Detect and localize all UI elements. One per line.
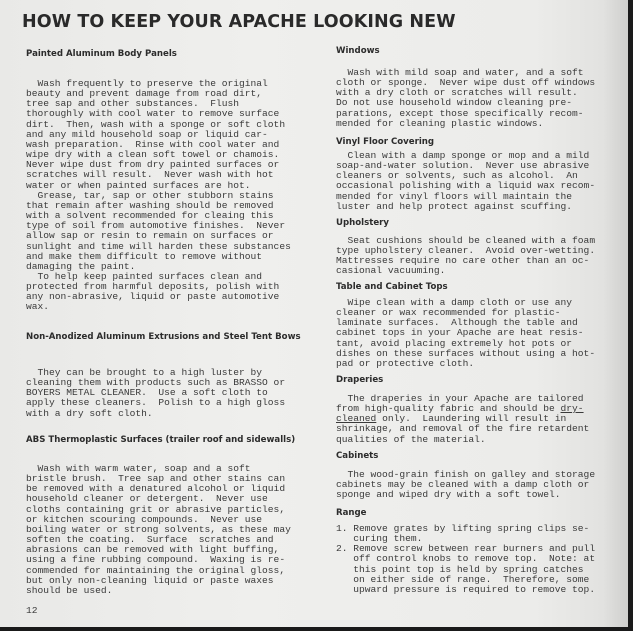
text-line: mended for cleaning plastic windows. xyxy=(336,117,544,129)
text-line: and make them difficult to remove without xyxy=(26,250,263,262)
heading-draperies: Draperies xyxy=(336,375,384,385)
text-line: boiling water or strong solvents, as these may xyxy=(26,523,291,535)
text-line: pad or protective cloth. xyxy=(336,357,475,369)
draperies-line: shrinkage, and removal of the fire retardent xyxy=(336,423,590,435)
heading-table-tops: Table and Cabinet Tops xyxy=(336,282,448,292)
text-line: damaging the paint. xyxy=(26,260,136,272)
text-line: wash preparation. Rinse with cool water and xyxy=(26,138,280,150)
text-line: allow sap or resin to remain on surfaces or xyxy=(26,230,274,242)
text-line: They can be brought to a high luster by xyxy=(26,367,263,378)
text-line: type of soil from automotive finishes. Never xyxy=(26,220,286,232)
text-line: Wash with warm water, soap and a soft xyxy=(26,463,251,474)
text-line: household cleaner or detergent. Never use xyxy=(26,493,268,505)
text-line: type upholstery cleaner. Avoid over-wetting. xyxy=(336,245,596,257)
text-line: upward pressure is required to remove top. xyxy=(336,583,596,595)
text-line: tree sap and other substances. Flush xyxy=(26,98,240,110)
draperies-line: from high-quality fabric and should be xyxy=(336,403,561,415)
text-line: and any mild household soap or liquid car- xyxy=(26,128,268,140)
text-line: cloth or sponge. Never wipe dust off windows xyxy=(336,77,596,89)
text-line: with a dry cloth or scratches will result. xyxy=(336,87,578,99)
text-line: should be used. xyxy=(26,584,113,596)
heading-upholstery: Upholstery xyxy=(336,218,389,228)
text-line: wipe dry with a clean soft towel or chamois. xyxy=(26,149,280,161)
text-line: Grease, tar, sap or other stubborn stains xyxy=(26,189,274,201)
paragraph-upholstery xyxy=(336,236,595,277)
text-line: be removed with a denatured alcohol or liquid xyxy=(26,483,286,495)
text-line: cabinet tops in your Apache are heat resis- xyxy=(336,327,584,339)
heading-vinyl-floor: Vinyl Floor Covering xyxy=(336,137,435,147)
text-line: but only non-cleaning liquid or paste waxes xyxy=(26,574,274,586)
text-line: using a fine rubbing compound. Waxing is re- xyxy=(26,554,286,566)
text-line: The wood-grain finish on galley and storage xyxy=(336,469,596,480)
text-line: mended for vinyl floors will maintain the xyxy=(336,190,573,202)
text-line: dishes on these surfaces without using a hot- xyxy=(336,347,596,359)
text-line: commended for maintaining the original gloss, xyxy=(26,564,286,576)
text-line: Never wipe dust from dry painted surfaces or xyxy=(26,159,280,171)
text-line: that remain after washing should be removed xyxy=(26,199,274,211)
draperies-line: only. Laundering will result in xyxy=(376,413,567,425)
text-line: Do not use household window cleaning pre- xyxy=(336,97,573,109)
text-line: Wipe clean with a damp cloth or use any xyxy=(336,297,573,308)
text-line: water or when painted surfaces are hot. xyxy=(26,179,251,191)
text-line: Seat cushions should be cleaned with a foam xyxy=(336,235,596,246)
text-line: apply these cleaners. Polish to a high gloss xyxy=(26,397,286,409)
text-line: Clean with a damp sponge or mop and a mild xyxy=(336,150,590,161)
heading-cabinets: Cabinets xyxy=(336,451,379,461)
text-line: BOYERS METAL CLEANER. Use a soft cloth to xyxy=(26,387,268,399)
paragraph-cabinets xyxy=(336,470,595,500)
text-line: luster and help protect against scuffing. xyxy=(336,200,573,212)
text-line: curing them. xyxy=(336,533,423,545)
text-line: laminate surfaces. Although the table and xyxy=(336,317,578,329)
text-line: with a dry soft cloth. xyxy=(26,407,153,419)
text-line: bristle brush. Tree sap and other stains can xyxy=(26,473,286,485)
text-line: sunlight and time will harden these substances xyxy=(26,240,291,252)
heading-extrusions: Non-Anodized Aluminum Extrusions and Steel Tent Bows xyxy=(26,332,301,342)
text-line: sponge and wiped dry with a soft towel. xyxy=(336,489,561,501)
paragraph-abs-surfaces xyxy=(26,464,291,596)
text-line: Wash with mild soap and water, and a soft xyxy=(336,67,584,78)
text-line: beauty and prevent damage from road dirt, xyxy=(26,88,263,100)
text-line: soften the coating. Surface scratches and xyxy=(26,534,274,546)
text-line: or kitchen scouring compounds. Never use xyxy=(26,513,263,525)
paragraph-extrusions xyxy=(26,368,285,419)
text-line: parations, except those specifically recom- xyxy=(336,107,584,119)
text-line: this point top is held by spring catches xyxy=(336,563,584,575)
text-line: off control knobs to remove top. Note: at xyxy=(336,553,596,565)
text-line: cloths containing grit or abrasive particles, xyxy=(26,503,286,515)
text-line: tant, avoid placing extremely hot pots or xyxy=(336,337,573,349)
text-line: dirt. Then, wash with a sponge or soft cloth xyxy=(26,118,286,130)
text-line: Wash frequently to preserve the original xyxy=(26,78,268,89)
text-line: any non-abrasive, liquid or paste automotive xyxy=(26,291,280,303)
text-line: thoroughly with cool water to remove surface xyxy=(26,108,280,120)
heading-windows: Windows xyxy=(336,46,380,56)
list-range-steps xyxy=(336,524,595,595)
page-number: 12 xyxy=(26,605,38,616)
draperies-line: qualities of the material. xyxy=(336,433,486,445)
text-line: cleaners or solvents, such as alcohol. An xyxy=(336,170,578,182)
text-line: with a solvent recommended for cleaing this xyxy=(26,210,274,222)
paragraph-painted-panels xyxy=(26,79,291,313)
paragraph-vinyl-floor xyxy=(336,151,595,212)
paragraph-draperies xyxy=(336,394,589,445)
text-line: Mattresses require no care other than an oc- xyxy=(336,255,590,267)
underlined-cleaned: cleaned xyxy=(336,413,377,425)
heading-range: Range xyxy=(336,508,367,518)
text-line: protected from harmful deposits, polish with xyxy=(26,281,280,293)
text-line: cabinets may be cleaned with a damp cloth or xyxy=(336,479,590,491)
text-line: soap-and-water solution. Never use abrasive xyxy=(336,160,590,172)
text-line: scratches will result. Never wash with hot xyxy=(26,169,274,181)
heading-painted-panels: Painted Aluminum Body Panels xyxy=(26,49,177,59)
text-line: 1. Remove grates by lifting spring clips se- xyxy=(336,523,590,534)
text-line: To help keep painted surfaces clean and xyxy=(26,270,263,282)
text-line: on either side of range. Therefore, some xyxy=(336,573,590,585)
text-line: cleaning them with products such as BRASSO or xyxy=(26,377,286,389)
text-line: 2. Remove screw between rear burners and pull xyxy=(336,543,596,555)
text-line: wax. xyxy=(26,301,50,313)
text-line: cleaner or wax recommended for plastic- xyxy=(336,307,561,319)
text-line: abrasions can be removed with light buffing, xyxy=(26,544,280,556)
draperies-line: The draperies in your Apache are tailored xyxy=(336,393,584,404)
page-title: HOW TO KEEP YOUR APACHE LOOKING NEW xyxy=(22,12,456,32)
text-line: occasional polishing with a liquid wax recom- xyxy=(336,180,596,192)
paragraph-windows xyxy=(336,68,595,129)
text-line: casional vacuuming. xyxy=(336,265,446,277)
heading-abs-surfaces: ABS Thermoplastic Surfaces (trailer roof and sidewalls) xyxy=(26,435,296,445)
underlined-dry: dry- xyxy=(560,403,584,415)
paragraph-table-tops xyxy=(336,298,595,369)
